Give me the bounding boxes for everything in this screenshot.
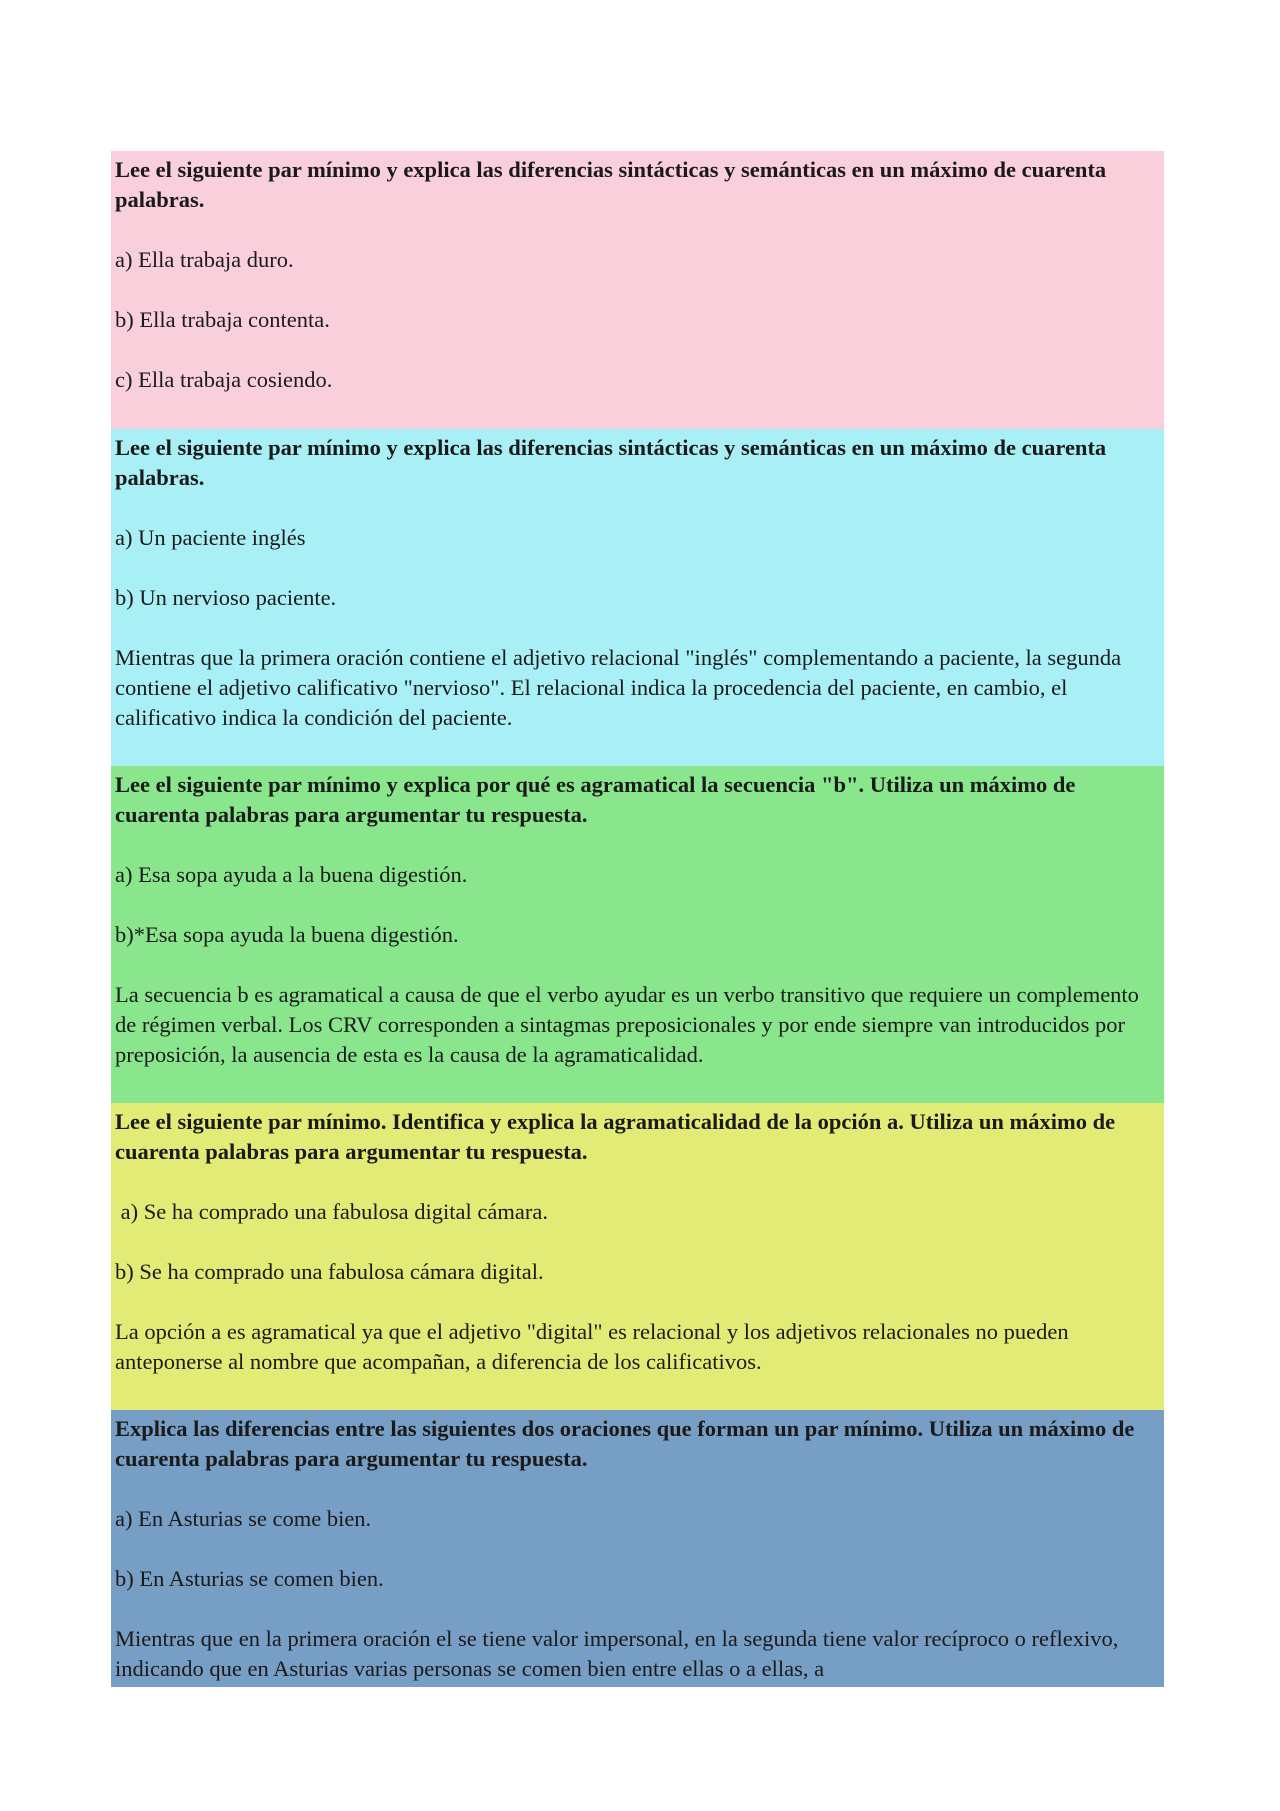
- exercise-answer: La opción a es agramatical ya que el adjetivo "digital" es relacional y los adjetivos relacionales no pueden anteponerse al nombre que acompañan, a diferencia de los calificativos.: [115, 1319, 1069, 1374]
- example-sentence: a) Se ha comprado una fabulosa digital cámara.: [115, 1199, 548, 1224]
- example-sentence: a) En Asturias se come bien.: [115, 1506, 372, 1531]
- example-sentence: a) Esa sopa ayuda a la buena digestión.: [115, 862, 468, 887]
- example-sentence: b) Un nervioso paciente.: [115, 585, 337, 610]
- document-page: [111, 151, 1164, 1687]
- exercise-answer: Mientras que en la primera oración el se tiene valor impersonal, en la segunda tiene valor recíproco o reflexivo, indicando que en Asturias varias personas se comen bien entre ellas o a ellas, a: [115, 1626, 1119, 1681]
- exercise-block-5: [111, 1410, 1164, 1687]
- exercise-answer: Mientras que la primera oración contiene el adjetivo relacional "inglés" complementando a paciente, la segunda contiene el adjetivo calificativo "nervioso". El relacional indica la procedencia del paciente, en cambio, el calificativo indica la condición del paciente.: [115, 645, 1122, 730]
- exercise-block-4: [111, 1103, 1164, 1410]
- exercise-question: Lee el siguiente par mínimo y explica por qué es agramatical la secuencia "b". Utiliza un máximo de cuarenta palabras para argumentar tu respuesta.: [115, 772, 1076, 827]
- example-sentence: b)*Esa sopa ayuda la buena digestión.: [115, 922, 459, 947]
- example-sentence: c) Ella trabaja cosiendo.: [115, 367, 333, 392]
- exercise-question: Lee el siguiente par mínimo. Identifica y explica la agramaticalidad de la opción a. Utiliza un máximo de cuarenta palabras para argumentar tu respuesta.: [115, 1109, 1116, 1164]
- exercise-answer: La secuencia b es agramatical a causa de que el verbo ayudar es un verbo transitivo que requiere un complemento de régimen verbal. Los CRV corresponden a sintagmas preposicionales y por ende siempre van introducidos por preposición, la ausencia de esta es la causa de la agramaticalidad.: [115, 982, 1139, 1067]
- example-sentence: b) En Asturias se comen bien.: [115, 1566, 384, 1591]
- exercise-block-2: [111, 429, 1164, 766]
- example-sentence: a) Ella trabaja duro.: [115, 247, 294, 272]
- exercise-block-3: [111, 766, 1164, 1103]
- exercise-block-1: [111, 151, 1164, 429]
- example-sentence: a) Un paciente inglés: [115, 525, 306, 550]
- example-sentence: b) Ella trabaja contenta.: [115, 307, 330, 332]
- exercise-question: Lee el siguiente par mínimo y explica las diferencias sintácticas y semánticas en un máximo de cuarenta palabras.: [115, 435, 1107, 490]
- exercise-question: Lee el siguiente par mínimo y explica las diferencias sintácticas y semánticas en un máximo de cuarenta palabras.: [115, 157, 1107, 212]
- exercise-question: Explica las diferencias entre las siguientes dos oraciones que forman un par mínimo. Utiliza un máximo de cuarenta palabras para argumentar tu respuesta.: [115, 1416, 1135, 1471]
- example-sentence: b) Se ha comprado una fabulosa cámara digital.: [115, 1259, 544, 1284]
